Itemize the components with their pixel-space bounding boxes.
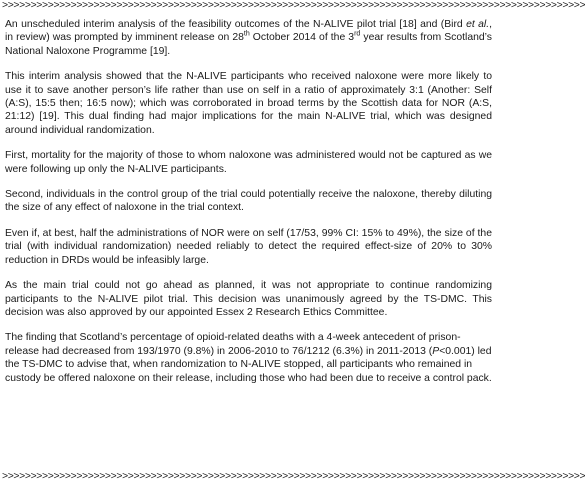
- paragraph-1-text-a: An unscheduled interim analysis of the feasibility outcomes of the N-ALIVE pilot trial [18] and (Bird: [5, 19, 467, 30]
- paragraph-6: As the main trial could not go ahead as planned, it was not appropriate to continue randomizing participants to the N-ALIVE pilot trial. This decision was unanimously agreed by the TS-DMC. This decision was also approved by our appointed Essex 2 Research Ethics Committee.: [5, 280, 492, 318]
- paragraph-1-et-al: et al.: [466, 19, 490, 30]
- paragraph-1-sup-rd: rd: [354, 30, 361, 38]
- paragraph-1-text-c: October 2014 of the 3: [249, 32, 355, 44]
- paragraph-7-p-value: P: [432, 345, 440, 357]
- paragraph-7-text-b: <0.001) led the TS-DMC to advise that, when randomization to N-ALIVE stopped, all participants who remained in custody be offered naloxone on their release, including those who had been due to receive a control pack.: [5, 345, 492, 384]
- paragraph-2: This interim analysis showed that the N-ALIVE participants who received naloxone were more likely to use it to save another person’s life rather than use on self in a ratio of approximately 3:1 (Another: Self (A:S), 15:5 then; 16:5 now); which was corroborated in broad terms by the Scottish data for NOR (A:S, 21:12) [19]. This dual finding had major implications for the main N-ALIVE trial, which was designed around individual randomization.: [5, 71, 492, 136]
- paragraph-4: Second, individuals in the control group of the trial could potentially receive the naloxone, thereby diluting the size of any effect of naloxone in the trial context.: [5, 189, 492, 214]
- paragraph-7: [5, 331, 492, 385]
- paragraph-3: First, mortality for the majority of those to whom naloxone was administered would not be captured as we were following up only the N-ALIVE participants.: [5, 150, 492, 175]
- paragraph-5: Even if, at best, half the administrations of NOR were on self (17/53, 99% CI: 15% to 49%), the size of the trial (with individual randomization) needed reliably to detect the required effect-size of 20% to 30% reduction in DRDs would be infeasibly large.: [5, 227, 492, 266]
- bottom-rule-line: >>>>>>>>>>>>>>>>>>>>>>>>>>>>>>>>>>>>>>>>>>>>>>>>>>>>>>>>>>>>>>>>>>>>>>>>>>>>>>>>>>>>>>>>>>>>>>>>>>>>>>: [2, 471, 585, 482]
- paragraph-1-text-b: , in review) was prompted by imminent release on 28: [5, 19, 492, 44]
- paragraph-1-text-d: year results from Scotland’s National Naloxone Programme [19].: [5, 32, 492, 57]
- top-rule-line: >>>>>>>>>>>>>>>>>>>>>>>>>>>>>>>>>>>>>>>>>>>>>>>>>>>>>>>>>>>>>>>>>>>>>>>>>>>>>>>>>>>>>>>>>>>>>>>>>>>>>>: [2, 0, 585, 11]
- document-body: [5, 18, 492, 397]
- paragraph-7-text-a: The finding that Scotland’s percentage of opioid-related deaths with a 4-week antecedent of prison-release had decreased from 193/1970 (9.8%) in 2006-2010 to 76/1212 (6.3%) in 2011-2013 (: [5, 332, 461, 357]
- paragraph-1-sup-th: th: [243, 30, 250, 38]
- paragraph-1: [5, 18, 492, 58]
